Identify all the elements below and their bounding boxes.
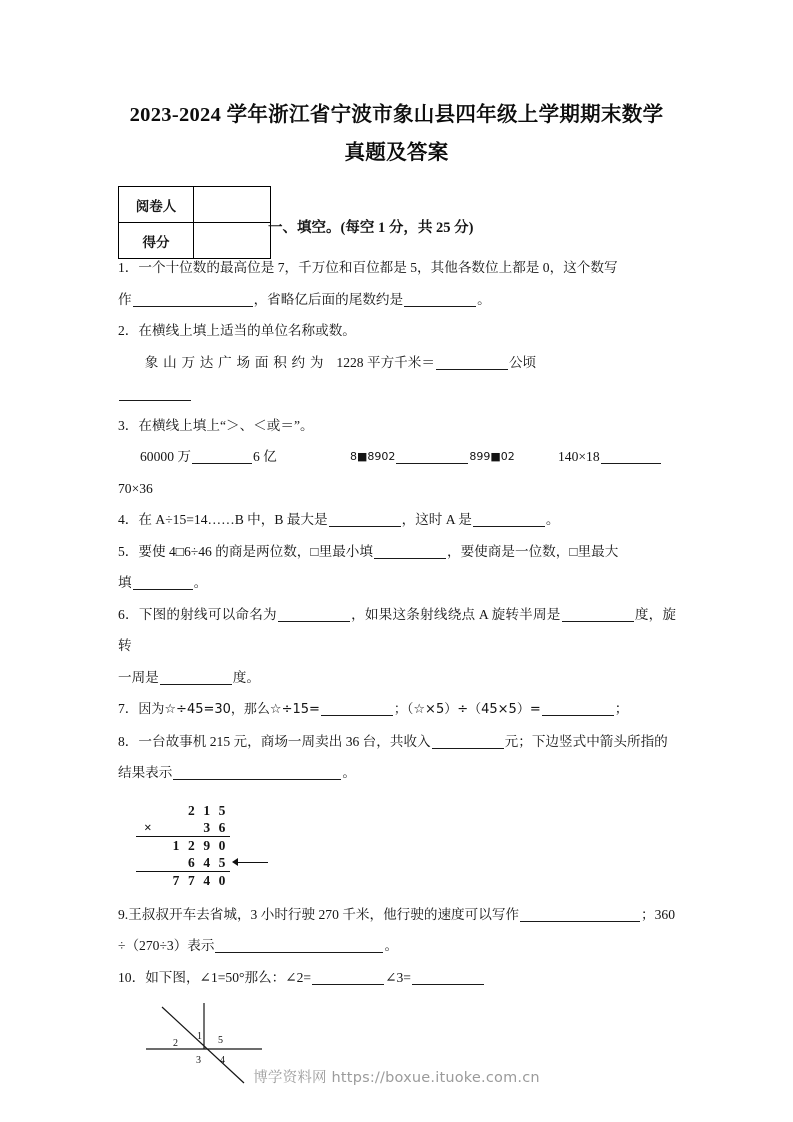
partial-product-1: 1 2 9 0 (172, 837, 228, 853)
question-8-pre: 一台故事机 215 元，商场一周卖出 36 台，共收入 (138, 733, 431, 749)
angle-label-2: 2 (173, 1038, 178, 1049)
question-3-item-2-pre: 8■8902 (350, 450, 396, 463)
angle-label-4: 4 (220, 1055, 225, 1066)
question-2-subitems (118, 347, 676, 410)
question-6-post: 度，旋转 (118, 606, 677, 653)
question-6-pre: 下图的射线可以命名为 (138, 606, 277, 622)
question-2-sub-right-pre: 28 平方千米＝ (350, 354, 435, 370)
arrow-left-icon (232, 858, 268, 867)
question-7 (118, 693, 676, 726)
question-10-number: 10． (118, 969, 146, 985)
question-3-item-3-continued (118, 473, 676, 505)
partial-product-2-row (136, 854, 230, 872)
answer-blank[interactable] (321, 701, 393, 716)
answer-blank[interactable] (562, 607, 634, 622)
question-4 (118, 504, 676, 536)
question-7-end: ； (614, 701, 629, 716)
question-3-item-1-end: 6 亿 (252, 449, 277, 464)
question-7-mid: ；（☆×5）÷（45×5）= (393, 702, 541, 717)
partial-product-2: 6 4 5 (188, 854, 228, 870)
question-4-pre: 在 A÷15=14……B 中，B 最大是 (138, 512, 328, 527)
question-2 (118, 315, 676, 347)
question-1-line1: 一个十位数的最高位是 7，千万位和百位都是 5，其他各数位上都是 0，这个数写 (138, 260, 618, 275)
answer-blank[interactable] (133, 575, 193, 590)
question-3 (118, 410, 676, 442)
question-3-item-1-pre: 60000 万 (140, 449, 191, 464)
question-1-line2-pre: 作 (118, 291, 132, 307)
answer-blank[interactable] (133, 292, 253, 307)
question-2-sub-left-text: 象山万达广场面积约为 12 (140, 354, 350, 370)
page-title-line-2: 真题及答案 (344, 142, 449, 164)
question-9-mid: ；360 (641, 906, 676, 922)
question-9-line2-end: 。 (384, 938, 399, 953)
multiply-operator: × (144, 819, 152, 835)
product-row: 7 7 4 0 (172, 872, 228, 888)
question-8-number: 8． (118, 733, 139, 749)
question-6-line2-pre: 一周是 (118, 669, 159, 685)
question-6-line2-end: 度。 (232, 669, 260, 685)
question-10-pre: 如下图，∠1=50°那么：∠2= (145, 969, 312, 985)
multiplier-value: 3 6 (203, 819, 228, 835)
multiplier-row (136, 819, 230, 837)
footer-url: https://boxue.ituoke.com.cn (331, 1070, 540, 1086)
question-5-line2-pre: 填 (118, 575, 132, 590)
score-table (118, 186, 271, 259)
question-3-item-3-end: 70×36 (118, 480, 153, 496)
question-8-mid: 元；下边竖式中箭头所指的 (504, 733, 668, 749)
question-4-mid: ，这时 A 是 (401, 512, 472, 527)
question-2-sub-right (350, 347, 558, 410)
answer-blank[interactable] (374, 544, 446, 559)
question-8-line2-end: 。 (342, 765, 356, 780)
question-4-end: 。 (545, 512, 560, 527)
question-8 (118, 726, 676, 789)
answer-blank[interactable] (473, 512, 545, 527)
question-3-item-3 (558, 441, 676, 473)
question-9-pre: 王叔叔开车去省城，3 小时行驶 270 千米，他行驶的速度可以写作 (128, 906, 520, 922)
answer-blank[interactable] (542, 701, 614, 716)
question-9-line2-pre: ÷（270÷3）表示 (118, 938, 215, 953)
question-3-item-1 (118, 441, 350, 473)
answer-blank[interactable] (173, 765, 341, 780)
angle-label-1: 1 (197, 1031, 202, 1042)
reviewer-value[interactable] (194, 187, 271, 223)
question-3-stem: 在横线上填上“＞、＜或＝”。 (138, 417, 314, 433)
reviewer-label: 阅卷人 (119, 187, 194, 223)
question-6-number: 6． (118, 606, 139, 622)
answer-blank[interactable] (412, 970, 484, 985)
score-table-section (0, 186, 793, 258)
section-heading: 一、填空。(每空 1 分，共 25 分) (268, 220, 474, 236)
angle-label-5: 5 (218, 1035, 223, 1046)
question-5-pre: 要使 4□6÷46 的商是两位数，□里最小填 (138, 543, 373, 559)
question-3-subitems (118, 441, 676, 473)
question-2-sub-left (118, 347, 350, 410)
answer-blank[interactable] (520, 907, 640, 922)
question-9-number: 9. (118, 906, 129, 922)
question-10 (118, 962, 676, 994)
answer-blank[interactable] (215, 938, 383, 953)
question-2-sub-right-end: 公顷 (508, 354, 537, 370)
question-5-number: 5． (118, 543, 139, 559)
answer-blank[interactable] (160, 670, 232, 685)
questions-container (118, 252, 676, 1087)
question-9 (118, 899, 676, 962)
question-1-line2-end: 。 (477, 291, 491, 307)
answer-blank[interactable] (404, 292, 476, 307)
score-label: 得分 (119, 223, 194, 259)
question-3-number: 3． (118, 417, 139, 433)
question-4-number: 4． (118, 512, 139, 527)
page-title (0, 96, 793, 172)
vertical-multiplication-figure (136, 802, 286, 889)
question-1-line2-mid: ，省略亿后面的尾数约是 (253, 291, 404, 307)
question-6-mid: ，如果这条射线绕点 A 旋转半周是 (350, 606, 561, 622)
question-1 (118, 252, 676, 315)
answer-blank[interactable] (192, 449, 252, 464)
question-1-number: 1． (118, 260, 139, 275)
question-7-number: 7． (118, 701, 139, 716)
question-5 (118, 536, 676, 599)
answer-blank[interactable] (119, 386, 191, 401)
question-7-pre: 因为☆÷45=30，那么☆÷15= (138, 702, 320, 717)
page-title-line-1: 2023-2024 学年浙江省宁波市象山县四年级上学期期末数学 (129, 104, 664, 126)
answer-blank[interactable] (601, 449, 661, 464)
question-6 (118, 599, 676, 694)
question-2-stem: 在横线上填上适当的单位名称或数。 (138, 323, 356, 338)
question-8-line2-pre: 结果表示 (118, 765, 173, 780)
table-row (119, 187, 271, 223)
multiplicand-row: 2 1 5 (188, 802, 228, 818)
answer-blank[interactable] (436, 355, 508, 370)
angle-label-3: 3 (196, 1055, 201, 1066)
question-3-item-3-pre: 140×18 (558, 449, 600, 464)
footer-site-name: 博学资料网 (253, 1070, 327, 1086)
question-10-mid: ∠3= (385, 969, 411, 985)
question-3-item-2-end: 899■02 (469, 450, 515, 463)
answer-blank[interactable] (432, 734, 504, 749)
question-2-number: 2． (118, 323, 139, 338)
answer-blank[interactable] (278, 607, 350, 622)
answer-blank[interactable] (396, 449, 468, 464)
answer-blank[interactable] (329, 512, 401, 527)
footer-watermark (0, 1066, 793, 1087)
question-5-line2-end: 。 (193, 575, 208, 590)
answer-blank[interactable] (312, 970, 384, 985)
question-3-item-2 (350, 441, 558, 473)
question-5-mid: ，要使商是一位数，□里最大 (446, 543, 619, 559)
